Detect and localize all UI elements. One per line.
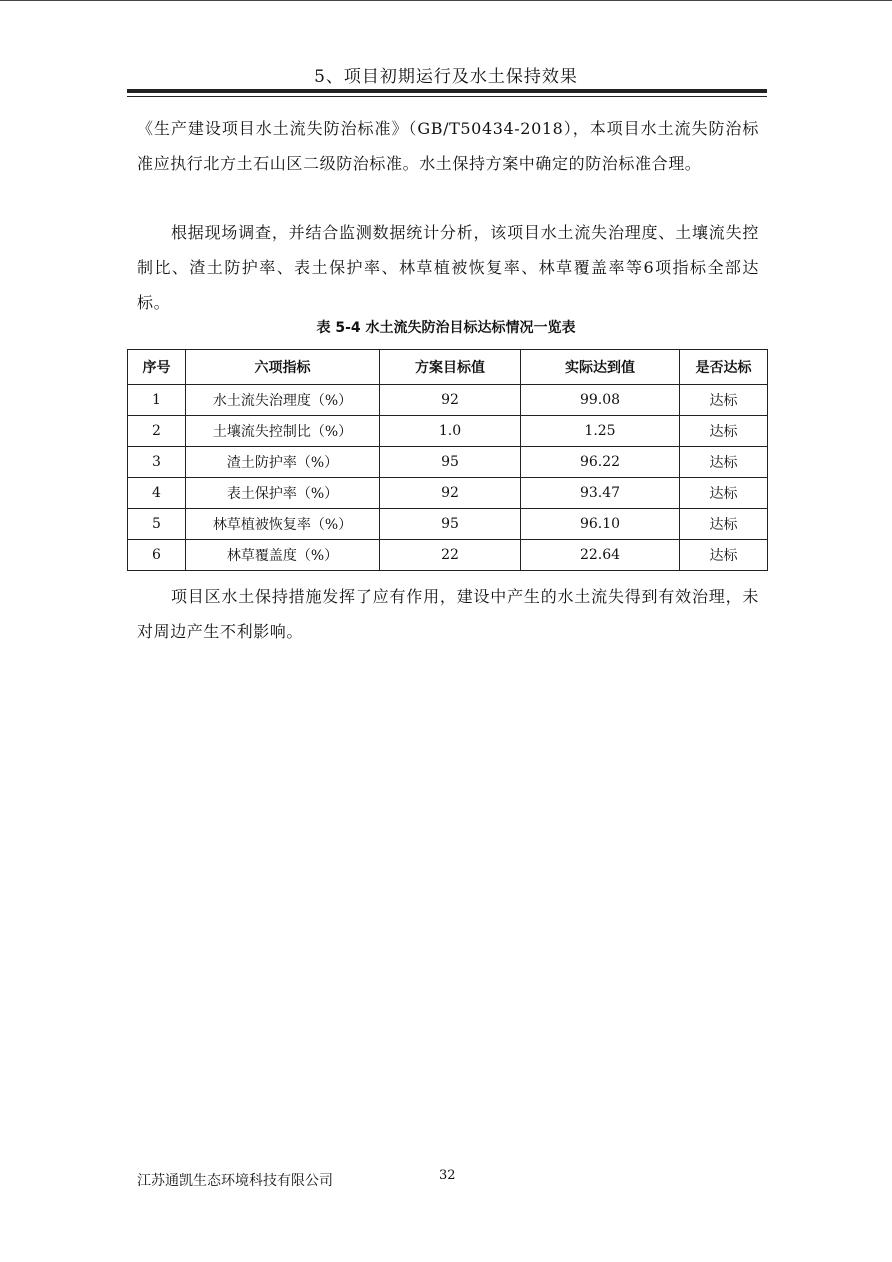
cell-index: 6 <box>128 540 186 571</box>
cell-target: 22 <box>380 540 521 571</box>
cell-status: 达标 <box>680 447 768 478</box>
header-cell-indicator: 六项指标 <box>186 350 380 385</box>
table-row <box>128 509 768 540</box>
cell-status: 达标 <box>680 509 768 540</box>
table-row <box>128 416 768 447</box>
cell-actual: 22.64 <box>521 540 680 571</box>
header-rule-thin <box>127 96 767 97</box>
cell-target: 92 <box>380 385 521 416</box>
cell-target: 95 <box>380 509 521 540</box>
table-header-row <box>128 350 768 385</box>
header-cell-status: 是否达标 <box>680 350 768 385</box>
running-header-title: 5、项目初期运行及水土保持效果 <box>314 67 578 87</box>
cell-target: 1.0 <box>380 416 521 447</box>
cell-indicator: 表土保护率（%） <box>186 478 380 509</box>
cell-index: 3 <box>128 447 186 478</box>
cell-actual: 96.22 <box>521 447 680 478</box>
cell-indicator: 水土流失治理度（%） <box>186 385 380 416</box>
header-cell-target: 方案目标值 <box>380 350 521 385</box>
cell-status: 达标 <box>680 416 768 447</box>
paragraph-conclusion: 项目区水土保持措施发挥了应有作用，建设中产生的水土流失得到有效治理，未对周边产生不利影响。 <box>137 587 759 641</box>
cell-status: 达标 <box>680 540 768 571</box>
paragraph-standard: 《生产建设项目水土流失防治标准》（GB/T50434-2018），本项目水土流失防治标准应执行北方土石山区二级防治标准。水土保持方案中确定的防治标准合理。 <box>137 119 759 173</box>
table-caption: 表 5-4 水土流失防治目标达标情况一览表 <box>316 320 576 336</box>
cell-indicator: 林草植被恢复率（%） <box>186 509 380 540</box>
header-cell-index: 序号 <box>128 350 186 385</box>
cell-actual: 96.10 <box>521 509 680 540</box>
table-row <box>128 478 768 509</box>
cell-actual: 99.08 <box>521 385 680 416</box>
cell-indicator: 林草覆盖度（%） <box>186 540 380 571</box>
cell-indicator: 土壤流失控制比（%） <box>186 416 380 447</box>
header-cell-actual: 实际达到值 <box>521 350 680 385</box>
cell-index: 4 <box>128 478 186 509</box>
cell-index: 1 <box>128 385 186 416</box>
cell-status: 达标 <box>680 478 768 509</box>
table-row <box>128 447 768 478</box>
cell-index: 5 <box>128 509 186 540</box>
indicators-table <box>127 349 768 571</box>
cell-index: 2 <box>128 416 186 447</box>
header-rule-thick <box>127 89 767 93</box>
cell-status: 达标 <box>680 385 768 416</box>
cell-actual: 1.25 <box>521 416 680 447</box>
cell-target: 95 <box>380 447 521 478</box>
paragraph-analysis: 根据现场调查，并结合监测数据统计分析，该项目水土流失治理度、土壤流失控制比、渣土防护率、表土保护率、林草植被恢复率、林草覆盖率等6项指标全部达标。 <box>137 223 759 312</box>
table-row <box>128 385 768 416</box>
footer-page-number: 32 <box>439 1168 456 1183</box>
cell-indicator: 渣土防护率（%） <box>186 447 380 478</box>
footer-company-name: 江苏通凯生态环境科技有限公司 <box>137 1173 333 1189</box>
table-row <box>128 540 768 571</box>
cell-actual: 93.47 <box>521 478 680 509</box>
cell-target: 92 <box>380 478 521 509</box>
page-top-border <box>0 0 892 1</box>
